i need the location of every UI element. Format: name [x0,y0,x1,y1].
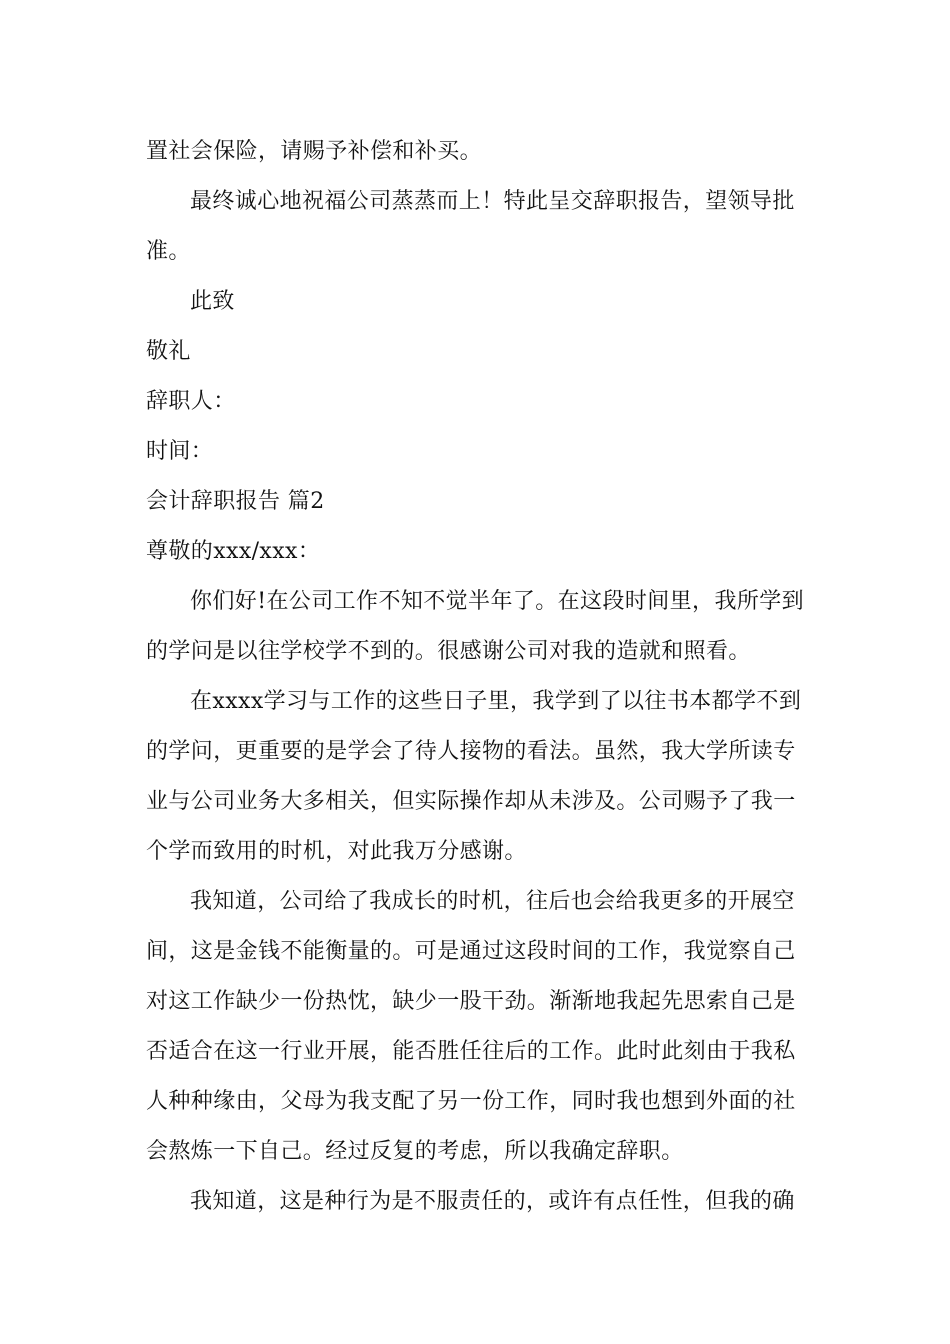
closing-respect: 敬礼 [146,339,191,364]
text-line: 对这工作缺少一份热忱，缺少一股干劲。渐渐地我起先思索自己是 [146,989,796,1014]
document-body [146,127,812,1227]
paragraph-line: 在xxxx学习与工作的这些日子里，我学到了以往书本都学不到 [190,689,802,714]
text-line: 置社会保险，请赐予补偿和补买。 [146,139,483,164]
signature-label: 辞职人： [146,389,236,414]
closing-salutation: 此致 [190,289,235,314]
paragraph-line: 我知道，这是种行为是不服责任的，或许有点任性，但我的确 [190,1189,795,1214]
text-line: 间，这是金钱不能衡量的。可是通过这段时间的工作，我觉察自己 [146,939,796,964]
text-line: 的学问是以往学校学不到的。很感谢公司对我的造就和照看。 [146,639,751,664]
paragraph-line: 我知道，公司给了我成长的时机，往后也会给我更多的开展空 [190,889,795,914]
section-title: 会计辞职报告 篇2 [146,489,325,514]
text-line: 否适合在这一行业开展，能否胜任往后的工作。此时此刻由于我私 [146,1039,796,1064]
paragraph-line: 最终诚心地祝福公司蒸蒸而上！特此呈交辞职报告，望领导批 [190,189,795,214]
text-line: 的学问，更重要的是学会了待人接物的看法。虽然，我大学所读专 [146,739,796,764]
text-line: 业与公司业务大多相关，但实际操作却从未涉及。公司赐予了我一 [146,789,796,814]
text-line: 人种种缘由，父母为我支配了另一份工作，同时我也想到外面的社 [146,1089,796,1114]
salutation: 尊敬的xxx/xxx： [146,539,321,564]
text-line: 会熬炼一下自己。经过反复的考虑，所以我确定辞职。 [146,1139,684,1164]
paragraph-line: 你们好!在公司工作不知不觉半年了。在这段时间里，我所学到 [190,589,805,614]
date-label: 时间： [146,439,214,464]
text-line: 准。 [146,239,191,264]
text-line: 个学而致用的时机，对此我万分感谢。 [146,839,527,864]
